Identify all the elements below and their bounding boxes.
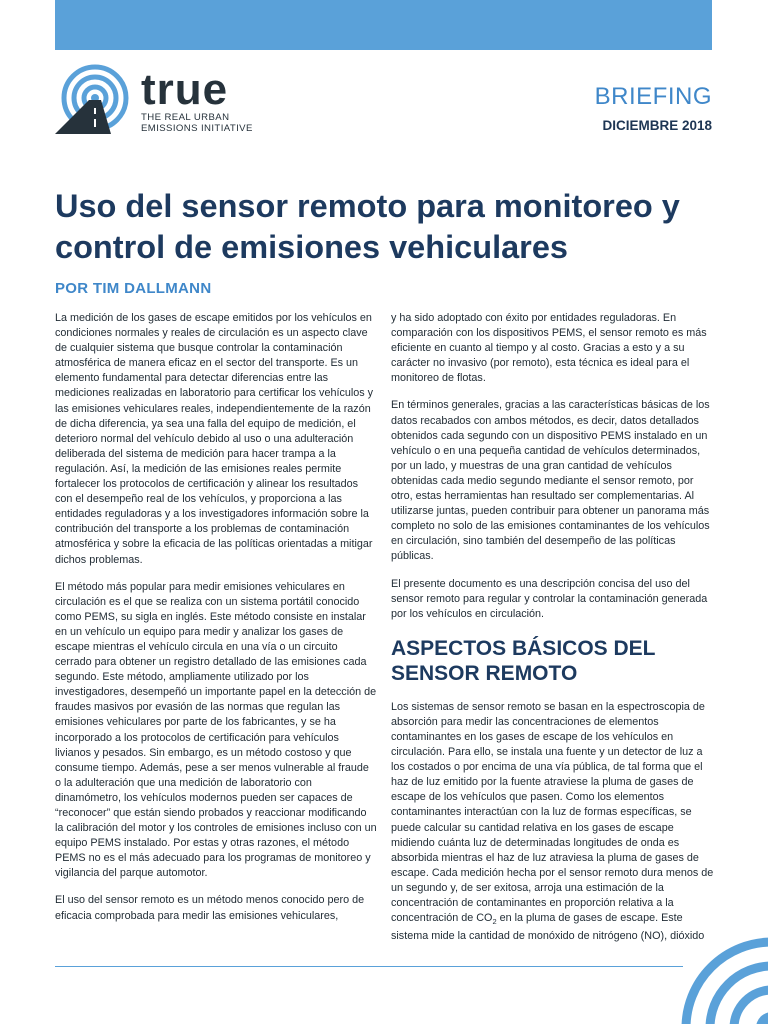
signal-arcs-icon xyxy=(668,916,768,1024)
author-byline: POR TIM DALLMANN xyxy=(55,280,212,297)
section-heading: ASPECTOS BÁSICOS DEL SENSOR REMOTO xyxy=(391,636,656,685)
paragraph xyxy=(391,700,715,945)
document-type: BRIEFING xyxy=(594,83,712,110)
publication-date: DICIEMBRE 2018 xyxy=(602,118,712,133)
paragraph: El uso del sensor remoto es un método menos conocido pero de eficacia comprobada para medir las emisiones vehiculares, xyxy=(55,894,365,922)
header-bar xyxy=(55,0,712,50)
paragraph: En términos generales, gracias a las características básicas de los datos recabados con ambos métodos, es decir, datos detallados obtenidos cada segundo con un dispositivo PEMS instalado en un vehículo o en una pequeña cantidad de vehículos determinados, por un lado, y muestras de una gran cantidad de vehículos obtenidas cada medio segundo mediante el sensor remoto, por otro, estas herramientas han resultado ser complementarias. Al utilizarse juntas, pueden contribuir para obtener un panorama más completo no solo de las emisiones contaminantes de los vehículos en circulación, sino también del desempeño de las políticas públicas. xyxy=(391,399,710,563)
paragraph-text: en la pluma de gases de escape. Este sistema mide la cantidad de monóxido de nitrógeno (NO), dióxido xyxy=(391,912,705,943)
logo-tagline-line1: THE REAL URBAN xyxy=(141,112,230,123)
paragraph: El presente documento es una descripción concisa del uso del sensor remoto para regular y controlar la contaminación generada por los vehículos en circulación. xyxy=(391,577,708,620)
paragraph: El método más popular para medir emisiones vehiculares en circulación es el que se realiza con un sistema portátil conocido como PEMS, su sigla en inglés. Este método consiste en instalar en un vehículo un equipo para medir y analizar los gases de escape mientras el vehículo circula en una vía o un circuito cerrado para obtener un registro detallado de las emisiones cada segundo. Este método, ampliamente utilizado por los investigadores, desempeñó un importante papel en la detección de fraudes masivos por evasión de las normas que regulan las emisiones vehiculares por parte de los fabricantes, y se ha incorporado a los protocolos de certificación para vehículos livianos y pesados. Sin embargo, es un método costoso y que consume tiempo. Además, pese a ser menos vulnerable al fraude o la adulteración que una medición de laboratorio con dinamómetro, los vehículos modernos pueden ser capaces de “reconocer” que están siendo probados y reaccionar modificando la calibración del motor y los controles de emisiones incluso con un equipo PEMS instalado. Por estas y otras razones, el método PEMS no es el más adecuado para los programas de monitoreo y vigilancia del parque automotor. xyxy=(55,580,377,880)
footer-divider xyxy=(55,966,683,967)
signal-rings-icon xyxy=(55,62,141,134)
logo-tagline xyxy=(141,112,253,134)
logo-tagline-line2: EMISSIONS INITIATIVE xyxy=(141,123,253,134)
true-logo xyxy=(55,62,295,134)
subscript: 2 xyxy=(492,917,497,927)
paragraph: y ha sido adoptado con éxito por entidades reguladoras. En comparación con los dispositivos PEMS, el sensor remoto es más eficiente en cuanto al tiempo y al costo. Gracias a esto y a su carácter no invasivo (por remoto), esta técnica es ideal para el monitoreo de flotas. xyxy=(391,312,707,385)
text-column-right xyxy=(391,311,715,956)
page-title: Uso del sensor remoto para monitoreo y control de emisiones vehiculares xyxy=(55,188,680,265)
text-column-left xyxy=(55,311,377,936)
document-type-block xyxy=(595,84,712,133)
paragraph-text: Los sistemas de sensor remoto se basan en la espectroscopia de absorción para medir las concentraciones de elementos contaminantes en los gases de escape de los vehículos en circulación. Para ello, se instala una fuente y un detector de luz a los costados o por encima de una vía pública, de tal forma que el haz de luz emitido por la fuente atraviese la pluma de gases de escape de los vehículos que pasen. Como los elementos contaminantes interactúan con la luz de formas específicas, se puede calcular su cantidad relativa en los gases de escape midiendo cuánta luz de determinadas longitudes de onda es absorbida mientras el haz de luz atraviesa la pluma de gases de escape. Cada medición hecha por el sensor remoto dura menos de un segundo y, de ser exitosa, arroja una estimación de la concentración de contaminantes en proporción relativa a la concentración de CO xyxy=(391,700,714,925)
paragraph: La medición de los gases de escape emitidos por los vehículos en condiciones normales y reales de circulación es un aspecto clave de cualquier sistema que busque controlar la contaminación atmosférica de manera eficaz en el sector del transporte. Es un elemento fundamental para detectar diferencias entre las mediciones realizadas en laboratorio para certificar los vehículos y las emisiones vehiculares reales, independientemente de la razón de dicha diferencia, ya sea una falla del equipo de medición, el deterioro normal del vehículo debido al uso o una adulteración deliberada del sistema de medición para hacer trampa a la regulación. Así, la medición de las emisiones reales permite fortalecer los protocolos de certificación y alinear los resultados con el desempeño real de los vehículos, y proporciona a las entidades reguladoras y a los investigadores información sobre la contribución del transporte a los problemas de contaminación atmosférica y sobre la eficacia de las políticas orientadas a mitigar dichos problemas. xyxy=(55,312,374,566)
logo-wordmark: true xyxy=(141,65,229,114)
